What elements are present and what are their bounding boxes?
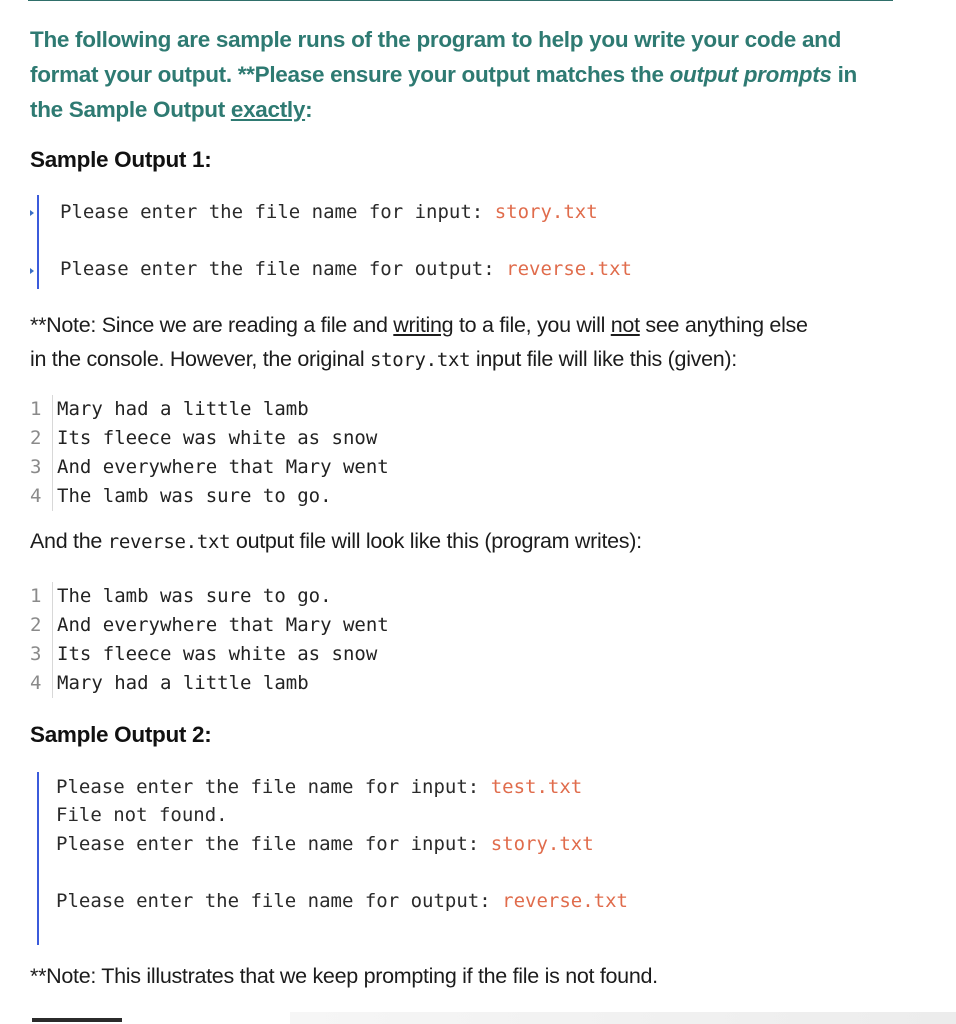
intro-line-2 — [30, 57, 910, 92]
sample-output-1-heading: Sample Output 1: — [30, 147, 212, 172]
line-number: 4 — [30, 672, 42, 694]
user-output-value: reverse.txt — [506, 258, 632, 280]
console-marker-icon — [30, 268, 34, 274]
code-line — [30, 611, 389, 640]
note-paragraph-1 — [30, 308, 920, 377]
inline-code-reverse-txt: reverse.txt — [107, 531, 231, 553]
line-number: 1 — [30, 585, 42, 607]
note-1-text-b: to a file, you will — [453, 313, 611, 337]
top-divider — [28, 0, 893, 1]
code-gutter — [52, 582, 53, 698]
intro-paragraph — [30, 22, 910, 127]
console-marker-icon — [30, 210, 34, 216]
code-line-text: The lamb was sure to go. — [57, 585, 332, 607]
code-line-text: Mary had a little lamb — [57, 398, 309, 420]
code-line — [30, 453, 389, 482]
note-1-text-e: input file will like this (given): — [470, 347, 737, 371]
console-line-output — [60, 258, 632, 280]
output-file-description — [30, 524, 920, 559]
note-1-writing-underlined: writing — [393, 313, 454, 337]
input-prompt-text: Please enter the file name for input: — [56, 833, 491, 855]
code-line-text: And everywhere that Mary went — [57, 614, 389, 636]
intro-line-3 — [30, 92, 910, 127]
console-line-input — [60, 201, 598, 223]
intro-line-2-end: in — [831, 62, 857, 87]
line-number: 3 — [30, 456, 42, 478]
output-desc-text-a: And the — [30, 529, 108, 553]
input-prompt-text: Please enter the file name for input: — [56, 776, 491, 798]
intro-line-3-end: : — [305, 97, 313, 122]
code-line — [30, 482, 389, 511]
line-number: 4 — [30, 485, 42, 507]
intro-line-1: The following are sample runs of the program to help you write your code and — [30, 27, 842, 52]
user-input-value: story.txt — [490, 833, 594, 855]
note-1-text-d: in the console. However, the original — [30, 347, 370, 371]
sample-output-2-heading: Sample Output 2: — [30, 722, 212, 747]
user-output-value: reverse.txt — [502, 890, 628, 912]
line-number: 3 — [30, 643, 42, 665]
note-1-line-1 — [30, 308, 920, 342]
code-line — [30, 582, 389, 611]
code-line — [30, 424, 389, 453]
intro-line-3-text: the Sample Output — [30, 97, 231, 122]
cut-off-text-fragment — [32, 1018, 122, 1022]
output-file-code-block — [30, 582, 389, 698]
intro-exactly-underlined: exactly — [230, 97, 306, 122]
note-paragraph-2: **Note: This illustrates that we keep prompting if the file is not found. — [30, 964, 658, 988]
code-line-text: Its fleece was white as snow — [57, 643, 378, 665]
code-line-text: The lamb was sure to go. — [57, 485, 332, 507]
console-line-output — [56, 890, 628, 912]
input-file-code-block — [30, 395, 389, 511]
input-prompt-text: Please enter the file name for input: — [60, 201, 495, 223]
output-prompt-text: Please enter the file name for output: — [56, 890, 503, 912]
console-line-input-1 — [56, 776, 582, 798]
code-line — [30, 640, 389, 669]
console-bar-1 — [37, 195, 39, 289]
note-1-line-2 — [30, 342, 920, 377]
console-line-input-2 — [56, 833, 594, 855]
line-number: 2 — [30, 427, 42, 449]
bottom-fade-decoration — [290, 1012, 956, 1024]
user-input-value: story.txt — [494, 201, 598, 223]
code-line — [30, 395, 389, 424]
inline-code-story-txt: story.txt — [369, 349, 471, 371]
line-number: 1 — [30, 398, 42, 420]
console-line-not-found: File not found. — [56, 804, 228, 826]
line-number: 2 — [30, 614, 42, 636]
user-input-value: test.txt — [490, 776, 583, 798]
console-bar-2 — [37, 772, 39, 945]
code-line-text: Its fleece was white as snow — [57, 427, 378, 449]
code-line-text: Mary had a little lamb — [57, 672, 309, 694]
code-gutter — [52, 395, 53, 511]
code-line-text: And everywhere that Mary went — [57, 456, 389, 478]
output-prompt-text: Please enter the file name for output: — [60, 258, 507, 280]
intro-line-2-text: format your output. **Please ensure your output matches the — [30, 62, 670, 87]
intro-output-prompts-emphasis: output prompts — [669, 62, 832, 87]
output-desc-text-b: output file will look like this (program writes): — [230, 529, 642, 553]
code-line — [30, 669, 389, 698]
note-1-text-a: **Note: Since we are reading a file and — [30, 313, 394, 337]
note-1-text-c: see anything else — [639, 313, 808, 337]
note-1-not-underlined: not — [610, 313, 640, 337]
